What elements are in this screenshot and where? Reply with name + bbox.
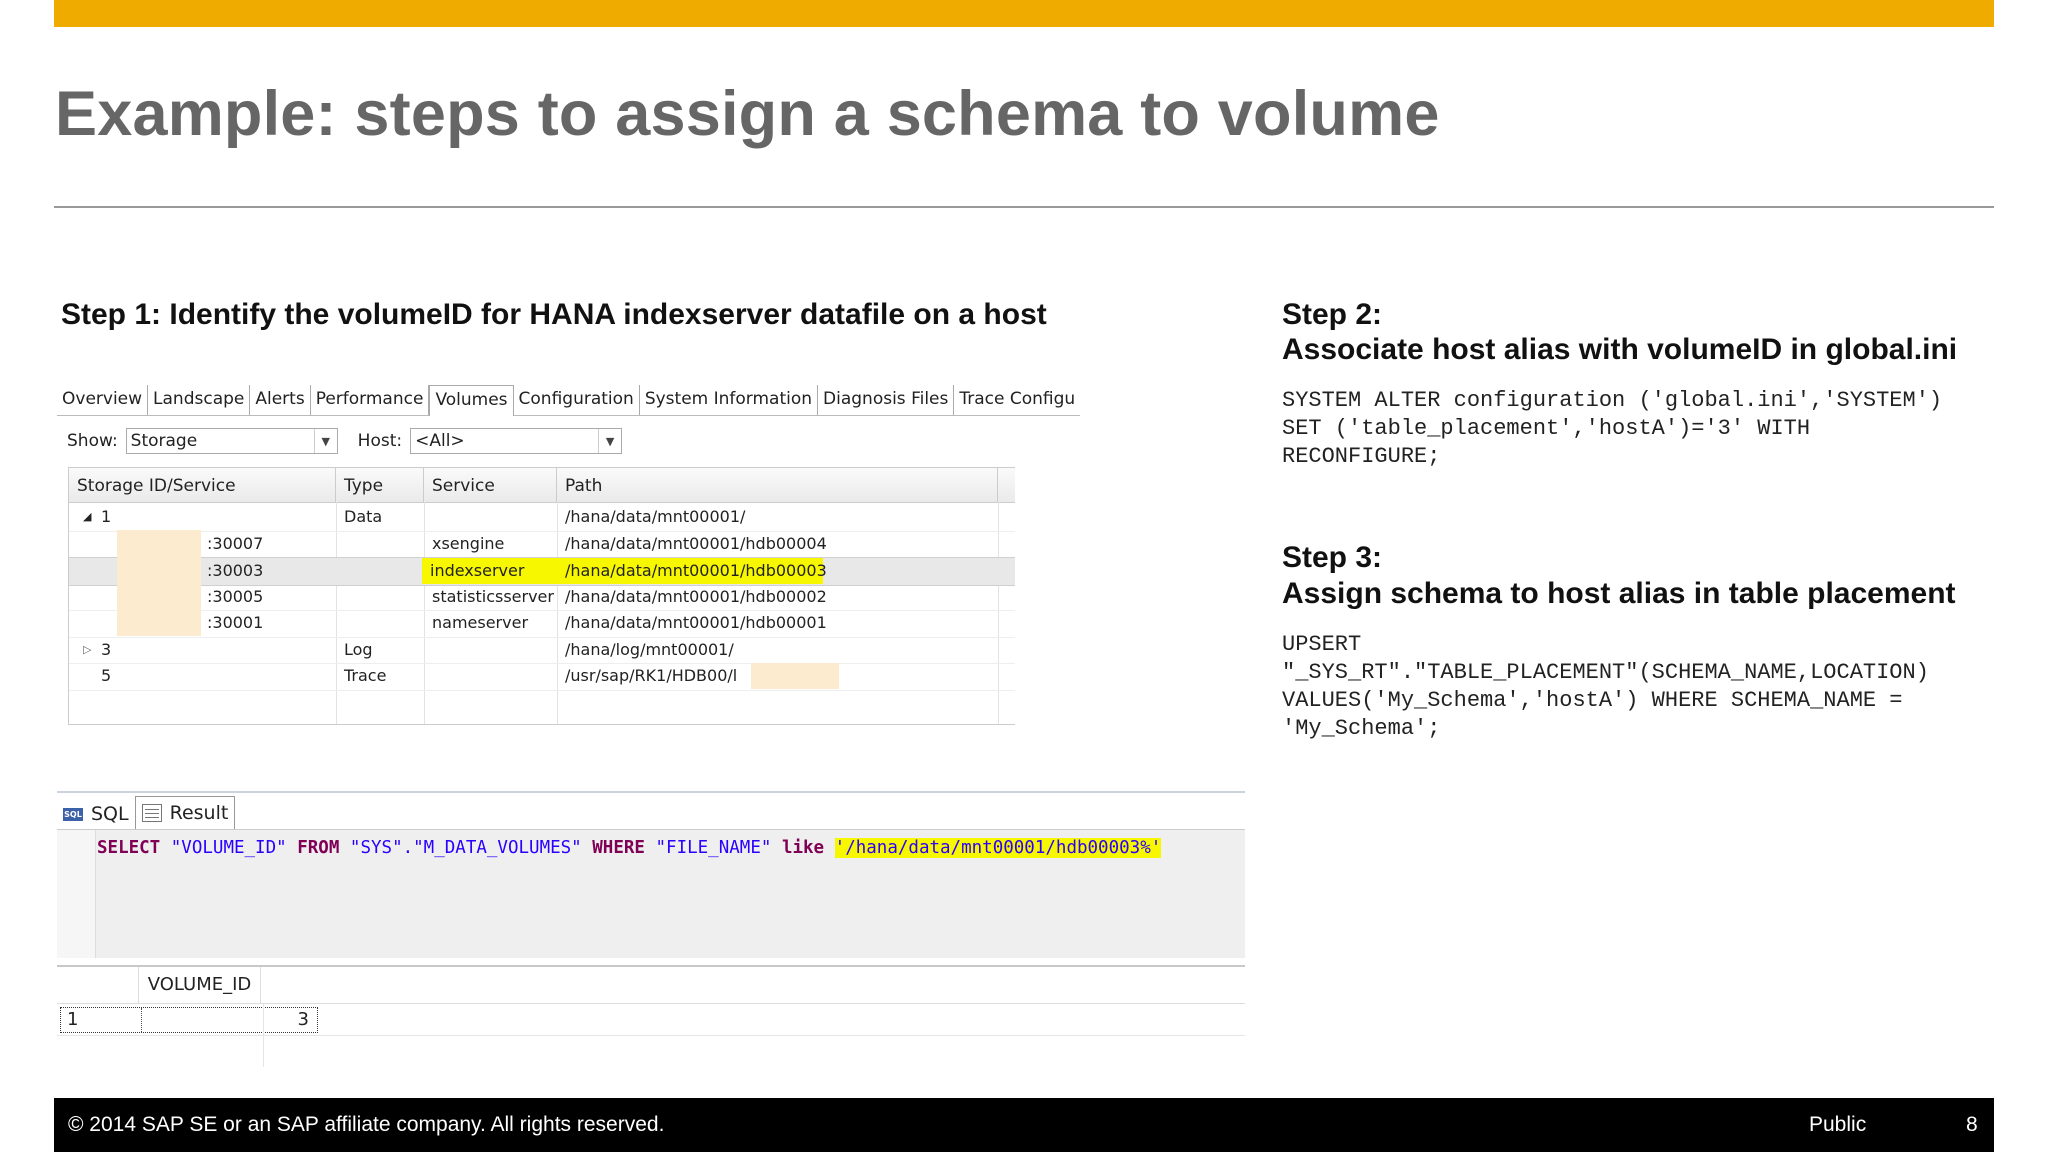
sql-icon: SQL bbox=[64, 809, 82, 819]
tab-performance[interactable]: Performance bbox=[311, 385, 430, 415]
sql-editor[interactable] bbox=[57, 829, 1245, 958]
copyright-text: © 2014 SAP SE or an SAP affiliate company. All rights reserved. bbox=[68, 1113, 665, 1136]
row-divider bbox=[57, 1035, 1245, 1036]
result-table-header bbox=[57, 967, 1245, 1004]
volume-path: /hana/data/mnt00001/ bbox=[565, 507, 746, 526]
volumes-table bbox=[68, 467, 1015, 725]
tab-system-information[interactable]: System Information bbox=[640, 385, 818, 415]
storage-id: 3 bbox=[101, 639, 112, 659]
tab-alerts[interactable]: Alerts bbox=[250, 385, 310, 415]
tab-overview[interactable]: Overview bbox=[57, 385, 148, 415]
storage-id: :30003 bbox=[207, 561, 264, 580]
top-accent-bar bbox=[54, 0, 1994, 27]
step3-code: UPSERT "_SYS_RT"."TABLE_PLACEMENT"(SCHEMA_NAME,LOCATION) VALUES('My_Schema','hostA') WHERE SCHEMA_NAME = 'My_Schema'; bbox=[1282, 632, 1929, 741]
volume-path: /hana/data/mnt00001/hdb00002 bbox=[565, 586, 827, 606]
line-number-gutter bbox=[57, 830, 96, 958]
sql-identifier: "FILE_NAME" bbox=[655, 838, 772, 858]
sql-console-panel bbox=[57, 791, 1245, 1067]
chevron-down-icon[interactable]: ▼ bbox=[314, 429, 337, 453]
sql-whitespace bbox=[339, 838, 350, 858]
host-label: Host: bbox=[357, 431, 403, 451]
row-number-header bbox=[57, 967, 139, 1003]
volume-path: /hana/data/mnt00001/hdb00001 bbox=[565, 613, 827, 632]
slide-footer bbox=[54, 1098, 1994, 1152]
host-select[interactable] bbox=[410, 428, 622, 454]
step3-heading: Assign schema to host alias in table placement bbox=[1282, 577, 1956, 610]
step2-heading: Associate host alias with volumeID in global.ini bbox=[1282, 333, 1958, 366]
column-header-storage-id[interactable]: Storage ID/Service bbox=[69, 468, 336, 502]
table-row[interactable] bbox=[69, 584, 1015, 612]
table-row[interactable] bbox=[69, 637, 1015, 665]
storage-id: 5 bbox=[101, 666, 112, 685]
volume-path: /usr/sap/RK1/HDB00/l bbox=[565, 666, 738, 685]
service-name: statisticsserver bbox=[432, 586, 554, 606]
table-row[interactable] bbox=[69, 504, 1015, 532]
step2-heading-label: Step 2: bbox=[1282, 298, 1383, 331]
volumes-table-header bbox=[69, 468, 1015, 503]
sql-statement bbox=[97, 838, 1161, 858]
tab-volumes[interactable]: Volumes bbox=[429, 385, 513, 416]
service-name: xsengine bbox=[432, 533, 505, 553]
host-select-value: <All> bbox=[415, 431, 465, 451]
column-header-type[interactable]: Type bbox=[336, 468, 424, 502]
cell-divider bbox=[141, 1008, 142, 1032]
sql-whitespace bbox=[824, 838, 835, 858]
service-name-highlighted: indexserver bbox=[422, 558, 557, 584]
storage-id: :30005 bbox=[207, 586, 264, 606]
sql-tab-bar bbox=[57, 796, 235, 829]
sql-whitespace bbox=[771, 838, 782, 858]
filter-row bbox=[67, 427, 622, 455]
tab-sql[interactable] bbox=[57, 799, 135, 829]
show-select[interactable] bbox=[126, 428, 338, 454]
sql-whitespace bbox=[160, 838, 171, 858]
result-volume-id: 3 bbox=[297, 1009, 309, 1030]
volume-type: Trace bbox=[344, 666, 387, 685]
show-label: Show: bbox=[67, 431, 118, 451]
sql-identifier: "VOLUME_ID" bbox=[170, 838, 287, 858]
volume-path-highlighted: /hana/data/mnt00001/hdb00003 bbox=[557, 558, 823, 584]
result-table bbox=[57, 965, 1245, 1067]
sql-keyword: FROM bbox=[297, 838, 340, 858]
table-row[interactable] bbox=[69, 610, 1015, 638]
collapse-triangle-icon[interactable]: ◢ bbox=[83, 510, 92, 523]
tab-diagnosis-files[interactable]: Diagnosis Files bbox=[818, 385, 954, 415]
volume-type: Data bbox=[344, 507, 383, 526]
page-number: 8 bbox=[1966, 1113, 1978, 1136]
expand-triangle-icon[interactable]: ▷ bbox=[83, 642, 92, 656]
title-divider bbox=[54, 206, 1994, 208]
column-divider bbox=[263, 1003, 264, 1067]
result-grid-icon bbox=[142, 804, 162, 822]
sql-keyword: like bbox=[781, 838, 825, 858]
volume-path: /hana/log/mnt00001/ bbox=[565, 639, 734, 659]
result-row-number: 1 bbox=[67, 1009, 79, 1030]
service-name: nameserver bbox=[432, 613, 529, 632]
step2-code: SYSTEM ALTER configuration ('global.ini','SYSTEM') SET ('table_placement','hostA')='3' WITH RECONFIGURE; bbox=[1282, 388, 1943, 469]
sql-keyword: WHERE bbox=[592, 838, 645, 858]
table-row-selected[interactable] bbox=[69, 557, 1015, 586]
sql-identifier: "SYS"."M_DATA_VOLUMES" bbox=[349, 838, 582, 858]
sql-whitespace bbox=[287, 838, 298, 858]
tab-configuration[interactable]: Configuration bbox=[514, 385, 640, 415]
column-header-volume-id[interactable]: VOLUME_ID bbox=[139, 967, 261, 1003]
tab-result[interactable] bbox=[135, 796, 236, 829]
volume-path: /hana/data/mnt00001/hdb00004 bbox=[565, 533, 827, 553]
table-row[interactable] bbox=[69, 531, 1015, 559]
show-select-value: Storage bbox=[130, 431, 198, 451]
sql-keyword: SELECT bbox=[97, 838, 161, 858]
tab-trace-configuration[interactable]: Trace Configu bbox=[959, 389, 1076, 409]
column-header-path[interactable]: Path bbox=[557, 468, 998, 502]
storage-id: :30001 bbox=[207, 613, 264, 632]
studio-tab-bar bbox=[57, 385, 1080, 416]
redacted-path-suffix bbox=[751, 663, 839, 689]
tab-result-label: Result bbox=[169, 802, 229, 824]
classification-label: Public bbox=[1809, 1113, 1867, 1136]
redacted-hostname bbox=[117, 530, 201, 636]
slide-title: Example: steps to assign a schema to volume bbox=[55, 79, 1440, 149]
sql-identifier: '/hana/data/mnt00001/hdb00003%' bbox=[834, 838, 1162, 858]
panel-top-border bbox=[57, 791, 1245, 793]
tab-sql-label: SQL bbox=[91, 803, 129, 825]
storage-id: :30007 bbox=[207, 533, 264, 553]
volume-type: Log bbox=[344, 639, 373, 659]
result-row-selection[interactable] bbox=[60, 1007, 318, 1033]
table-row[interactable] bbox=[69, 663, 1015, 691]
storage-id: 1 bbox=[101, 507, 112, 526]
table-row-empty bbox=[69, 690, 1015, 717]
column-header-service[interactable]: Service bbox=[424, 468, 557, 502]
sql-whitespace bbox=[582, 838, 593, 858]
sql-whitespace bbox=[645, 838, 656, 858]
step3-heading-label: Step 3: bbox=[1282, 541, 1383, 574]
studio-volumes-panel bbox=[57, 385, 1076, 728]
chevron-down-icon[interactable]: ▼ bbox=[598, 429, 621, 453]
tab-landscape[interactable]: Landscape bbox=[148, 385, 250, 415]
step1-heading: Step 1: Identify the volumeID for HANA indexserver datafile on a host bbox=[61, 298, 1047, 331]
